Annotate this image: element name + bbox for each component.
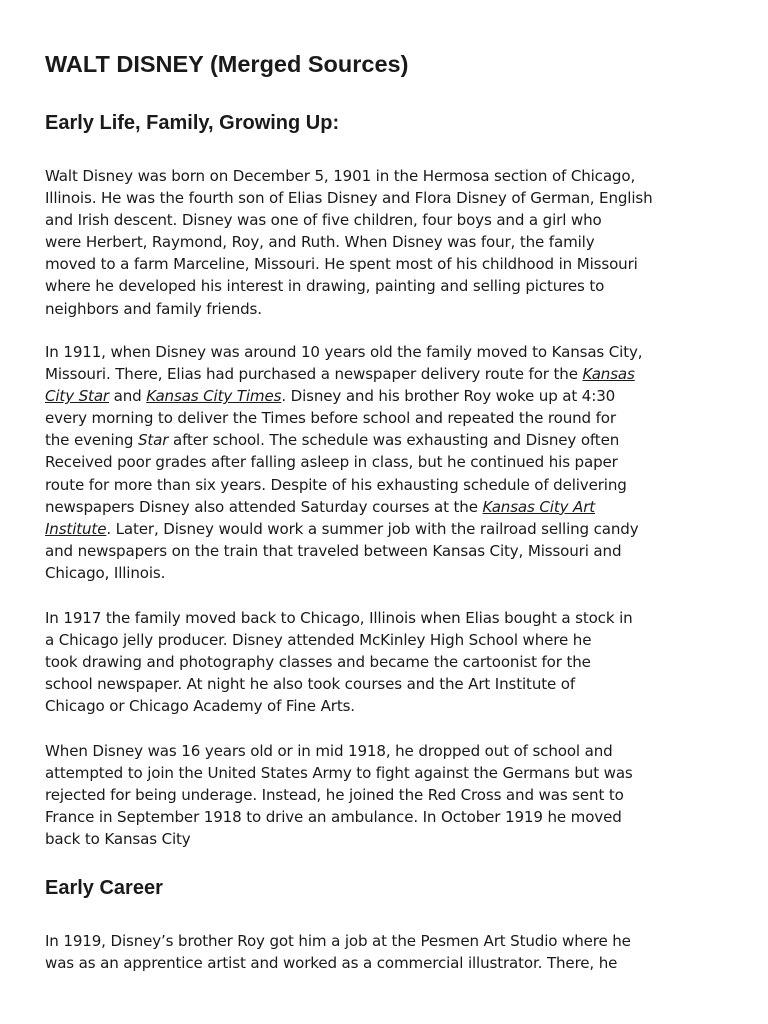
reference-kansas-city-times[interactable]: Kansas City Times	[146, 387, 282, 406]
reference-kansas-city-star[interactable]: Kansas	[582, 365, 635, 384]
text-line: In 1911, when Disney was around 10 years old the family moved to Kansas City,	[45, 343, 643, 361]
text-line: Received poor grades after falling asleep in class, but he continued his paper	[45, 453, 618, 472]
reference-kansas-city-art-institute[interactable]: Institute	[45, 519, 107, 538]
document-page	[45, 0, 735, 1024]
text-line: school newspaper. At night he also took courses and the Art Institute of	[45, 675, 576, 694]
text-run: newspapers Disney also attended Saturday courses at the	[45, 497, 483, 516]
text-line: was as an apprentice artist and worked as a commercial illustrator. There, he	[45, 954, 618, 973]
text-line: Walt Disney was born on December 5, 1901 in the Hermosa section of Chicago,	[45, 167, 636, 185]
paragraph-birth-family	[45, 165, 735, 320]
text-line: When Disney was 16 years old or in mid 1918, he dropped out of school and	[45, 742, 613, 760]
text-line: France in September 1918 to drive an ambulance. In October 1919 he moved	[45, 808, 622, 827]
text-line: and Irish descent. Disney was one of five children, four boys and a girl who	[45, 211, 602, 230]
paragraph-kansas-city	[45, 341, 735, 584]
italic-star: Star	[137, 431, 169, 450]
text-line	[45, 385, 735, 407]
text-line: In 1919, Disney’s brother Roy got him a job at the Pesmen Art Studio where he	[45, 932, 631, 950]
text-line: Chicago or Chicago Academy of Fine Arts.	[45, 697, 355, 716]
text-line	[45, 363, 735, 385]
reference-kansas-city-star[interactable]: City Star	[45, 387, 109, 406]
text-line: In 1917 the family moved back to Chicago, Illinois when Elias bought a stock in	[45, 609, 633, 627]
text-line	[45, 518, 735, 540]
text-line: back to Kansas City	[45, 830, 191, 849]
section-heading-early-career: Early Career	[45, 877, 163, 899]
text-line: rejected for being underage. Instead, he joined the Red Cross and was sent to	[45, 786, 624, 805]
paragraph-pesmen-art-studio	[45, 930, 735, 974]
text-line: where he developed his interest in drawing, painting and selling pictures to	[45, 277, 605, 296]
text-run: . Later, Disney would work a summer job with the railroad selling candy	[106, 519, 639, 538]
text-line: were Herbert, Raymond, Roy, and Ruth. When Disney was four, the family	[45, 233, 595, 252]
document-title: WALT DISNEY (Merged Sources)	[45, 51, 409, 77]
text-run: after school. The schedule was exhausting and Disney often	[168, 431, 620, 450]
text-line	[45, 496, 735, 518]
text-line: neighbors and family friends.	[45, 299, 262, 318]
text-line: route for more than six years. Despite of his exhausting schedule of delivering	[45, 475, 627, 494]
text-line: every morning to deliver the Times before school and repeated the round for	[45, 409, 616, 428]
text-run: the evening	[45, 431, 138, 450]
section-heading-early-life: Early Life, Family, Growing Up:	[45, 112, 340, 134]
text-line: attempted to join the United States Army to fight against the Germans but was	[45, 764, 633, 783]
text-run: . Disney and his brother Roy woke up at 4:30	[281, 387, 616, 406]
paragraph-red-cross	[45, 740, 735, 850]
text-line: Chicago, Illinois.	[45, 563, 166, 582]
text-line: and newspapers on the train that traveled between Kansas City, Missouri and	[45, 541, 622, 560]
text-line: a Chicago jelly producer. Disney attended McKinley High School where he	[45, 631, 592, 650]
reference-kansas-city-art-institute[interactable]: Kansas City Art	[482, 497, 596, 516]
text-run: and	[109, 387, 147, 406]
text-line: took drawing and photography classes and became the cartoonist for the	[45, 653, 591, 672]
text-run: Missouri. There, Elias had purchased a newspaper delivery route for the	[45, 365, 583, 384]
text-line	[45, 429, 735, 451]
paragraph-chicago-high-school	[45, 607, 735, 717]
text-line: Illinois. He was the fourth son of Elias Disney and Flora Disney of German, English	[45, 189, 653, 208]
text-line: moved to a farm Marceline, Missouri. He spent most of his childhood in Missouri	[45, 255, 638, 274]
